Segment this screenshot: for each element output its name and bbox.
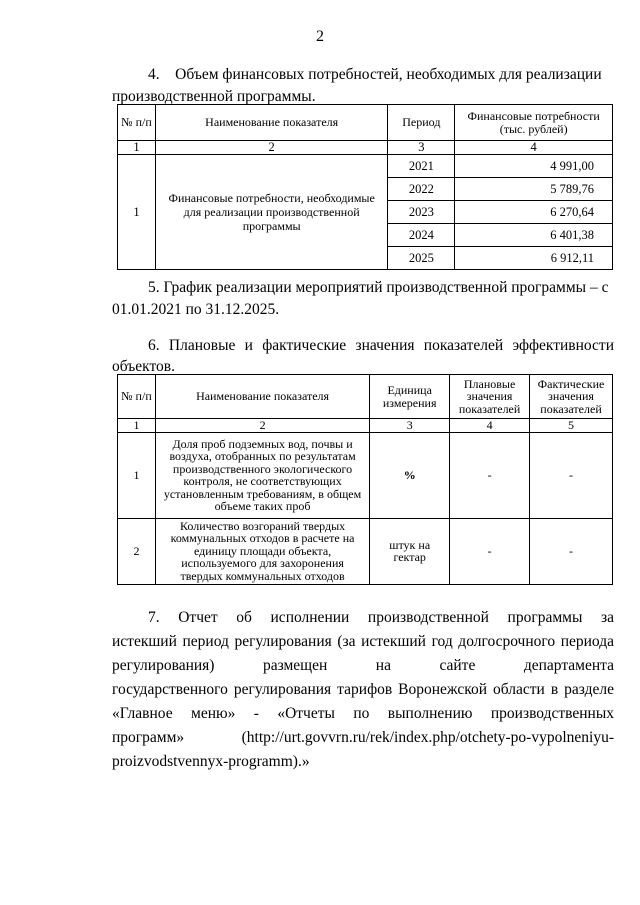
header-cell: Плановые значения показателей: [450, 375, 530, 419]
section4-heading-line2: производственной программы.: [112, 88, 316, 105]
column-number: 2: [155, 141, 388, 155]
section7-line: регулирования) размещен на сайте департамента: [112, 657, 614, 674]
value-cell: 6 912,11: [455, 247, 613, 270]
column-number: 3: [370, 419, 450, 433]
value-cell: 5 789,76: [455, 178, 613, 201]
column-number: 5: [530, 419, 613, 433]
plan-cell: -: [450, 518, 530, 584]
value-cell: 6 270,64: [455, 201, 613, 224]
efficiency-indicators-table: [117, 374, 613, 585]
column-number: 4: [455, 141, 613, 155]
row-name: Финансовые потребности, необходимые для реализации производственной программы: [155, 155, 388, 270]
period-cell: 2023: [388, 201, 455, 224]
section7-line: государственного регулирования тарифов Воронежской области в разделе: [112, 681, 614, 698]
table-row: [118, 518, 613, 584]
header-cell: Период: [388, 105, 455, 141]
header-cell: Наименование показателя: [155, 105, 388, 141]
row-index: 2: [118, 518, 156, 584]
header-cell: Фактические значения показателей: [530, 375, 613, 419]
column-number: 3: [388, 141, 455, 155]
section6-line1: 6. Плановые и фактические значения показателей эффективности: [148, 337, 614, 354]
section7-line: программ» (http://urt.govvrn.ru/rek/index.php/otchety-po-vypolneniyu-: [112, 729, 614, 746]
header-cell: Единица измерения: [370, 375, 450, 419]
column-number: 1: [118, 419, 156, 433]
header-cell: № п/п: [118, 105, 156, 141]
table-header-row: [118, 375, 613, 419]
value-cell: 4 991,00: [455, 155, 613, 178]
section6-line2: объектов.: [112, 358, 175, 375]
section5-line2: 01.01.2021 по 31.12.2025.: [112, 301, 280, 318]
fact-cell: -: [530, 518, 613, 584]
header-cell: Наименование показателя: [155, 375, 369, 419]
row-index: 1: [118, 432, 156, 518]
page-number: 2: [316, 28, 324, 45]
section7-line: истекший период регулирования (за истекший год долгосрочного периода: [112, 633, 614, 650]
row-name: Доля проб подземных вод, почвы и воздуха, отобранных по результатам производственного экологического контроля, не соответствующих установленным требованиям, в общем объеме таких проб: [155, 432, 369, 518]
fact-cell: -: [530, 432, 613, 518]
column-number: 4: [450, 419, 530, 433]
table-row: [118, 155, 613, 178]
unit-cell: %: [370, 432, 450, 518]
header-cell: Финансовые потребности (тыс. рублей): [455, 105, 613, 141]
row-index: 1: [118, 155, 156, 270]
column-number: 1: [118, 141, 156, 155]
table-header-row: [118, 105, 613, 141]
header-cell: № п/п: [118, 375, 156, 419]
column-number-row: [118, 419, 613, 433]
table-row: [118, 432, 613, 518]
period-cell: 2022: [388, 178, 455, 201]
section7-line: proizvodstvennyx-programm).»: [112, 753, 310, 770]
section7-line: «Главное меню» - «Отчеты по выполнению производственных: [112, 705, 614, 722]
period-cell: 2021: [388, 155, 455, 178]
plan-cell: -: [450, 432, 530, 518]
period-cell: 2024: [388, 224, 455, 247]
section7-line: 7. Отчет об исполнении производственной программы за: [148, 609, 614, 626]
financial-needs-table: [117, 104, 613, 270]
section7-paragraph: [112, 606, 614, 774]
column-number-row: [118, 141, 613, 155]
unit-cell: штук на гектар: [370, 518, 450, 584]
column-number: 2: [155, 419, 369, 433]
value-cell: 6 401,38: [455, 224, 613, 247]
section5-line1: 5. График реализации мероприятий производственной программы – с: [148, 279, 609, 296]
row-name: Количество возгораний твердых коммунальных отходов в расчете на единицу площади объекта, используемого для захоронения твердых коммунальных отходов: [155, 518, 369, 584]
section4-heading-line1: 4. Объем финансовых потребностей, необходимых для реализации: [148, 66, 602, 83]
period-cell: 2025: [388, 247, 455, 270]
